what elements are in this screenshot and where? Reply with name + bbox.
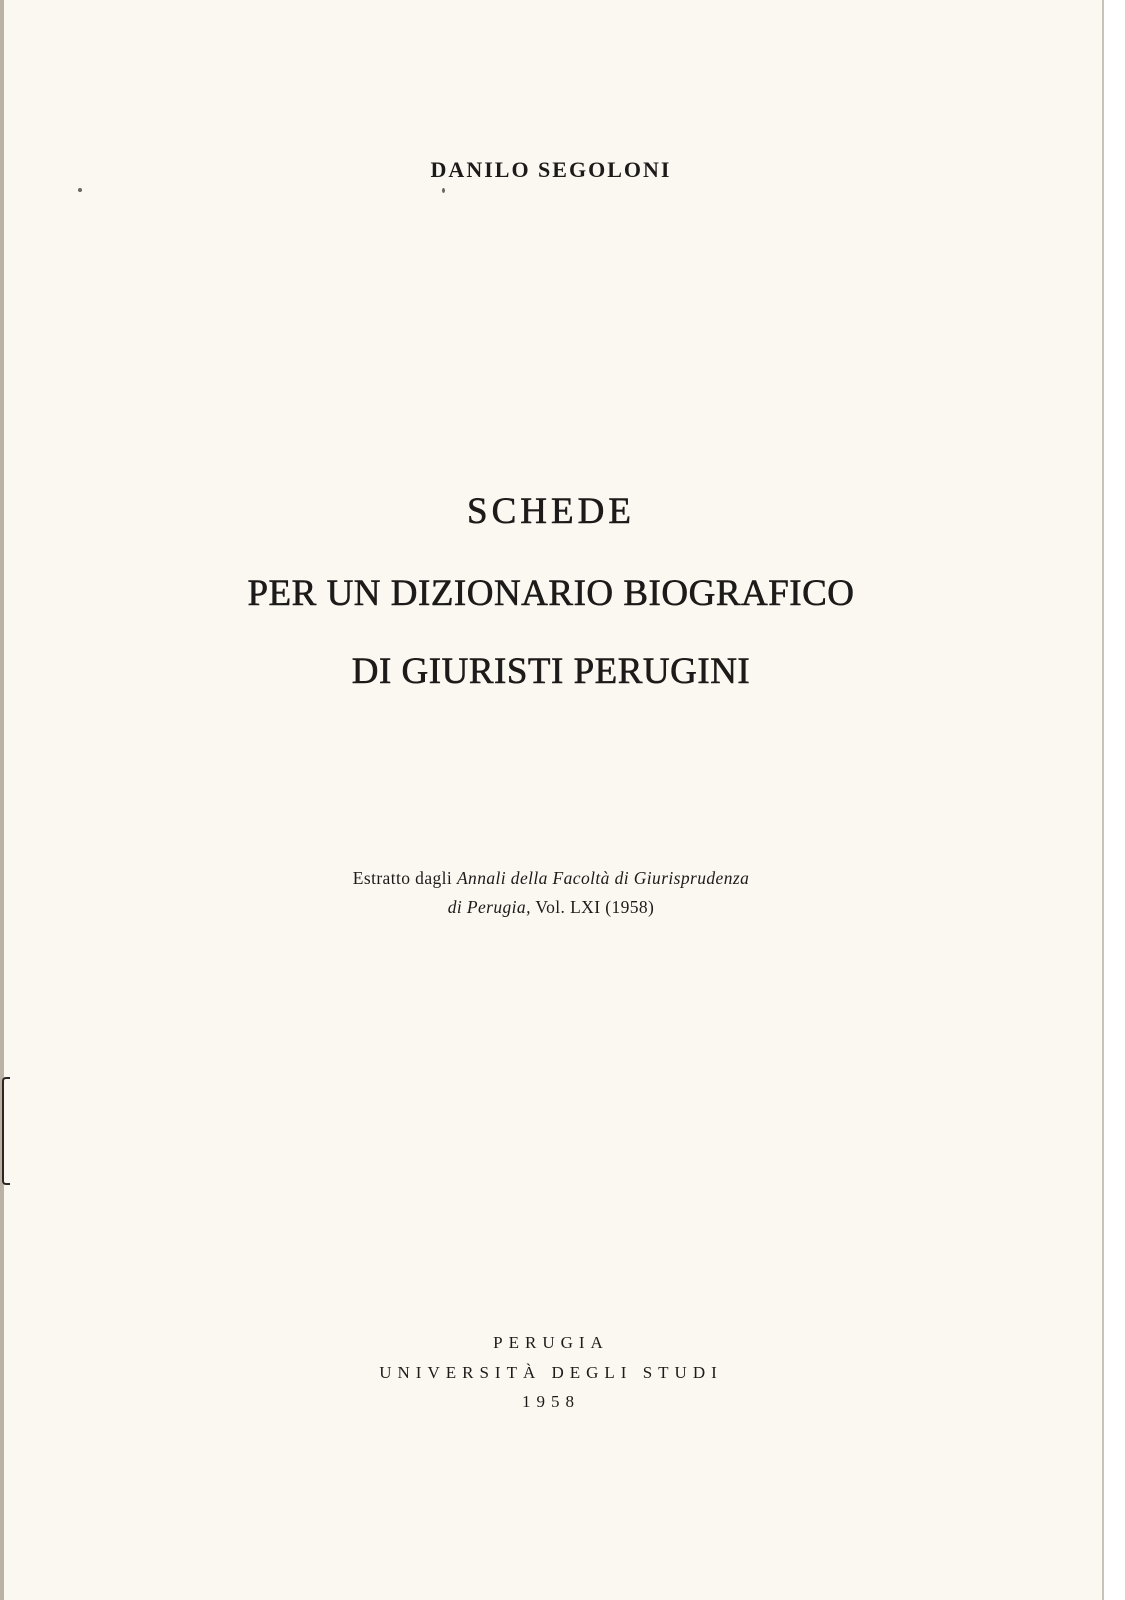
title-line-3: DI GIURISTI PERUGINI bbox=[351, 651, 751, 692]
extract-line-2 bbox=[0, 895, 1102, 920]
paper-speck bbox=[442, 188, 445, 193]
title-line-2: PER UN DIZIONARIO BIOGRAFICO bbox=[247, 573, 855, 614]
left-page-edge bbox=[0, 0, 4, 1600]
paper-speck bbox=[78, 188, 82, 192]
staple-binding bbox=[2, 1077, 10, 1185]
publisher-city: PERUGIA bbox=[493, 1333, 609, 1352]
journal-title-part-1: Annali della Facoltà di Giurisprudenza bbox=[456, 868, 750, 888]
author-name: DANILO SEGOLONI bbox=[430, 157, 672, 182]
extract-prefix: Estratto dagli bbox=[352, 868, 453, 888]
publisher-institution: UNIVERSITÀ DEGLI STUDI bbox=[379, 1363, 723, 1382]
journal-title-part-2: di Perugia, bbox=[447, 897, 531, 917]
publication-year: 1958 bbox=[522, 1392, 580, 1411]
journal-volume: Vol. LXI (1958) bbox=[535, 897, 655, 917]
right-page-edge bbox=[1102, 0, 1125, 1600]
extract-line-1 bbox=[0, 866, 1102, 891]
title-line-1: SCHEDE bbox=[467, 491, 635, 532]
